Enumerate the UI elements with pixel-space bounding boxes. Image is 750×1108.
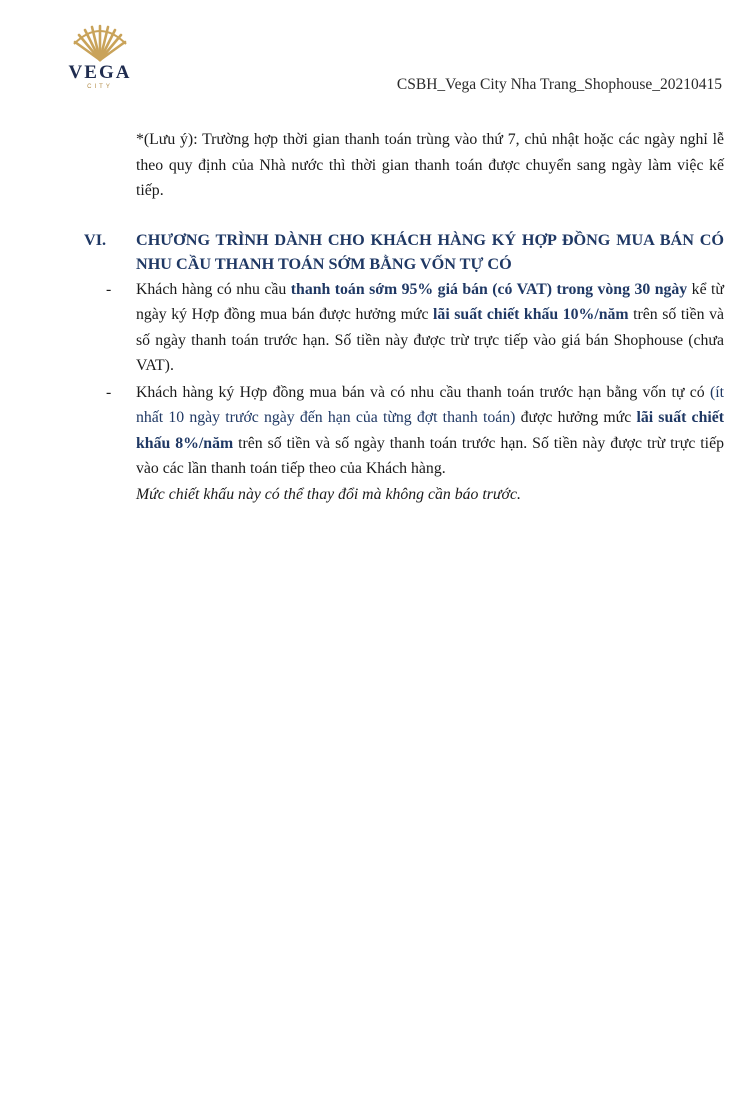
highlight-early-payment: thanh toán sớm 95% giá bán (có VAT) trong vòng 30 ngày xyxy=(290,280,688,298)
section-title: CHƯƠNG TRÌNH DÀNH CHO KHÁCH HÀNG KÝ HỢP ĐỒNG MUA BÁN CÓ NHU CẦU THANH TOÁN SỚM BẰNG VỐN TỰ CÓ xyxy=(136,230,724,273)
text-run: Khách hàng ký Hợp đồng mua bán và có nhu cầu thanh toán trước hạn bằng vốn tự có xyxy=(136,383,710,401)
text-run: kể từ ngày ký Hợp đồng mua bán được hưởng mức xyxy=(136,280,724,323)
bullet-text xyxy=(136,380,724,482)
text-run: trên số tiền và số ngày thanh toán trước hạn. Số tiền này được trừ trực tiếp vào các lần thanh toán tiếp theo của Khách hàng. xyxy=(136,434,724,477)
vega-city-logo xyxy=(52,20,148,92)
logo-wordmark: VEGA xyxy=(68,62,132,83)
highlight-discount-rate: lãi suất chiết khấu 8%/năm xyxy=(136,409,725,452)
highlight-discount-rate: lãi suất chiết khấu 10%/năm xyxy=(433,306,629,323)
text-run: được hưởng mức xyxy=(515,409,637,426)
bullet-dash: - xyxy=(106,383,112,401)
list-item xyxy=(84,277,724,379)
text-run: trên số tiền và số ngày thanh toán trước hạn. Số tiền này được trừ trực tiếp vào giá bán Shophouse (chưa VAT). xyxy=(136,306,724,374)
highlight-condition: (ít nhất 10 ngày trước ngày đến hạn của từng đợt thanh toán) xyxy=(136,383,724,426)
text-run: Khách hàng có nhu cầu xyxy=(136,280,291,298)
bullet-dash: - xyxy=(106,280,112,298)
document-body xyxy=(84,127,724,507)
section-heading xyxy=(84,228,724,276)
list-item xyxy=(84,380,724,482)
document-code: CSBH_Vega City Nha Trang_Shophouse_20210415 xyxy=(396,76,722,93)
bullet-text xyxy=(136,277,724,379)
section-number: VI. xyxy=(84,230,107,249)
payment-note: *(Lưu ý): Trường hợp thời gian thanh toán trùng vào thứ 7, chủ nhật hoặc các ngày nghỉ lễ theo quy định của Nhà nước thì thời gian thanh toán được chuyển sang ngày làm việc kế tiếp. xyxy=(136,131,724,199)
shell-logo-icon xyxy=(52,20,148,64)
disclaimer: Mức chiết khấu này có thể thay đổi mà không cần báo trước. xyxy=(136,485,521,503)
logo-subtitle: CITY xyxy=(87,84,113,90)
